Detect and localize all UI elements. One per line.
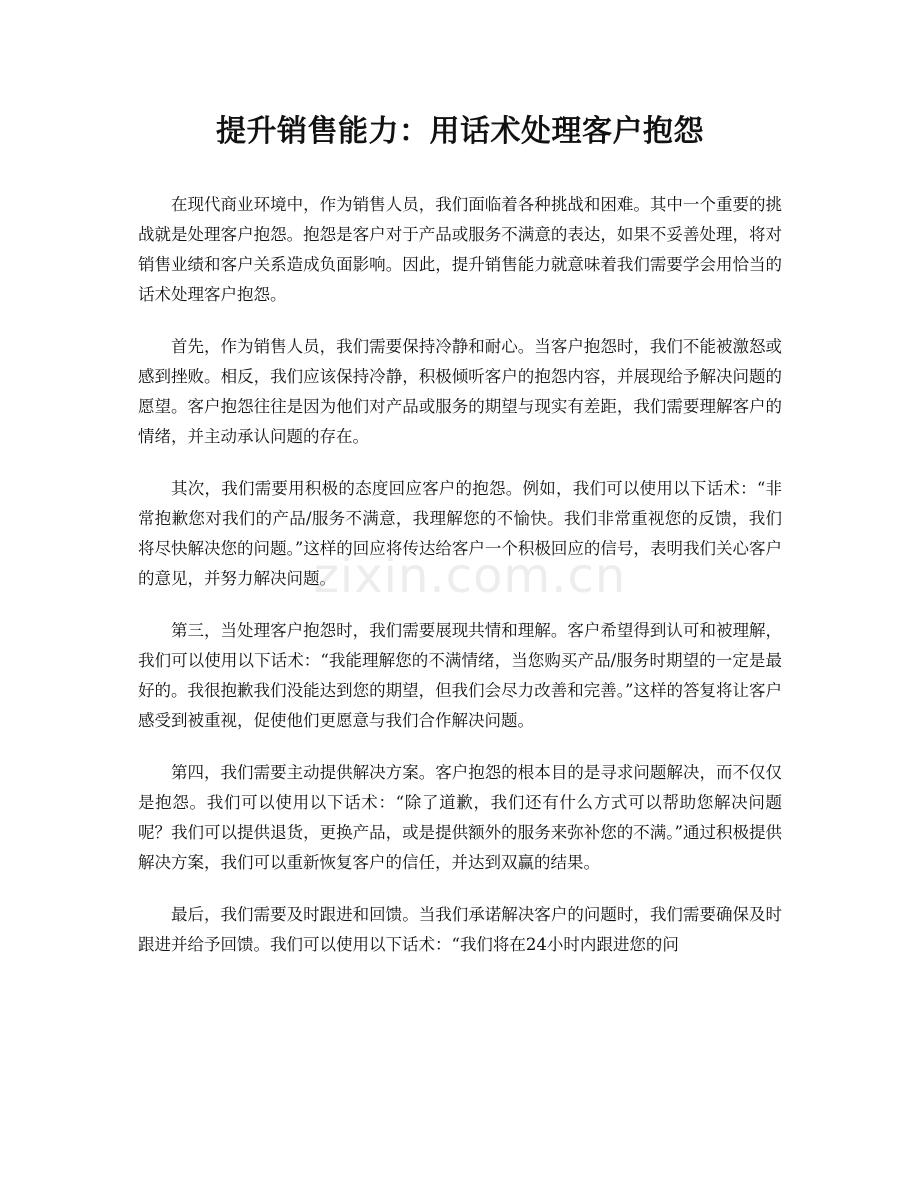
watermark-text: zixin.com.cn [313, 548, 627, 604]
paragraph-first: 首先，作为销售人员，我们需要保持冷静和耐心。当客户抱怨时，我们不能被激怒或感到挫败。相反，我们应该保持冷静，积极倾听客户的抱怨内容，并展现给予解决问题的愿望。客户抱怨往往是因为他们对产品或服务的期望与现实有差距，我们需要理解客户的情绪，并主动承认问题的存在。 [138, 337, 782, 446]
paragraph-last: 最后，我们需要及时跟进和回馈。当我们承诺解决客户的问题时，我们需要确保及时跟进并给予回馈。我们可以使用以下话术：“我们将在24小时内跟进您的问 [138, 905, 782, 954]
page-title: 提升销售能力：用话术处理客户抱怨 [216, 114, 704, 149]
paragraph-intro: 在现代商业环境中，作为销售人员，我们面临着各种挑战和困难。其中一个重要的挑战就是处理客户抱怨。抱怨是客户对于产品或服务不满意的表达，如果不妥善处理，将对销售业绩和客户关系造成负面影响。因此，提升销售能力就意味着我们需要学会用恰当的话术处理客户抱怨。 [138, 195, 782, 304]
paragraph-fourth: 第四，我们需要主动提供解决方案。客户抱怨的根本目的是寻求问题解决，而不仅仅是抱怨。我们可以使用以下话术：“除了道歉，我们还有什么方式可以帮助您解决问题呢？我们可以提供退货，更换产品，或是提供额外的服务来弥补您的不满。”通过积极提供解决方案，我们可以重新恢复客户的信任，并达到双赢的结果。 [138, 763, 782, 872]
paragraph-third: 第三，当处理客户抱怨时，我们需要展现共情和理解。客户希望得到认可和被理解，我们可以使用以下话术：“我能理解您的不满情绪，当您购买产品/服务时期望的一定是最好的。我很抱歉我们没能达到您的期望，但我们会尽力改善和完善。”这样的答复将让客户感受到被重视，促使他们更愿意与我们合作解决问题。 [138, 621, 782, 730]
paragraph-second: 其次，我们需要用积极的态度回应客户的抱怨。例如，我们可以使用以下话术：“非常抱歉您对我们的产品/服务不满意，我理解您的不愉快。我们非常重视您的反馈，我们将尽快解决您的问题。”这样的回应将传达给客户一个积极回应的信号，表明我们关心客户的意见，并努力解决问题。 [138, 479, 782, 588]
